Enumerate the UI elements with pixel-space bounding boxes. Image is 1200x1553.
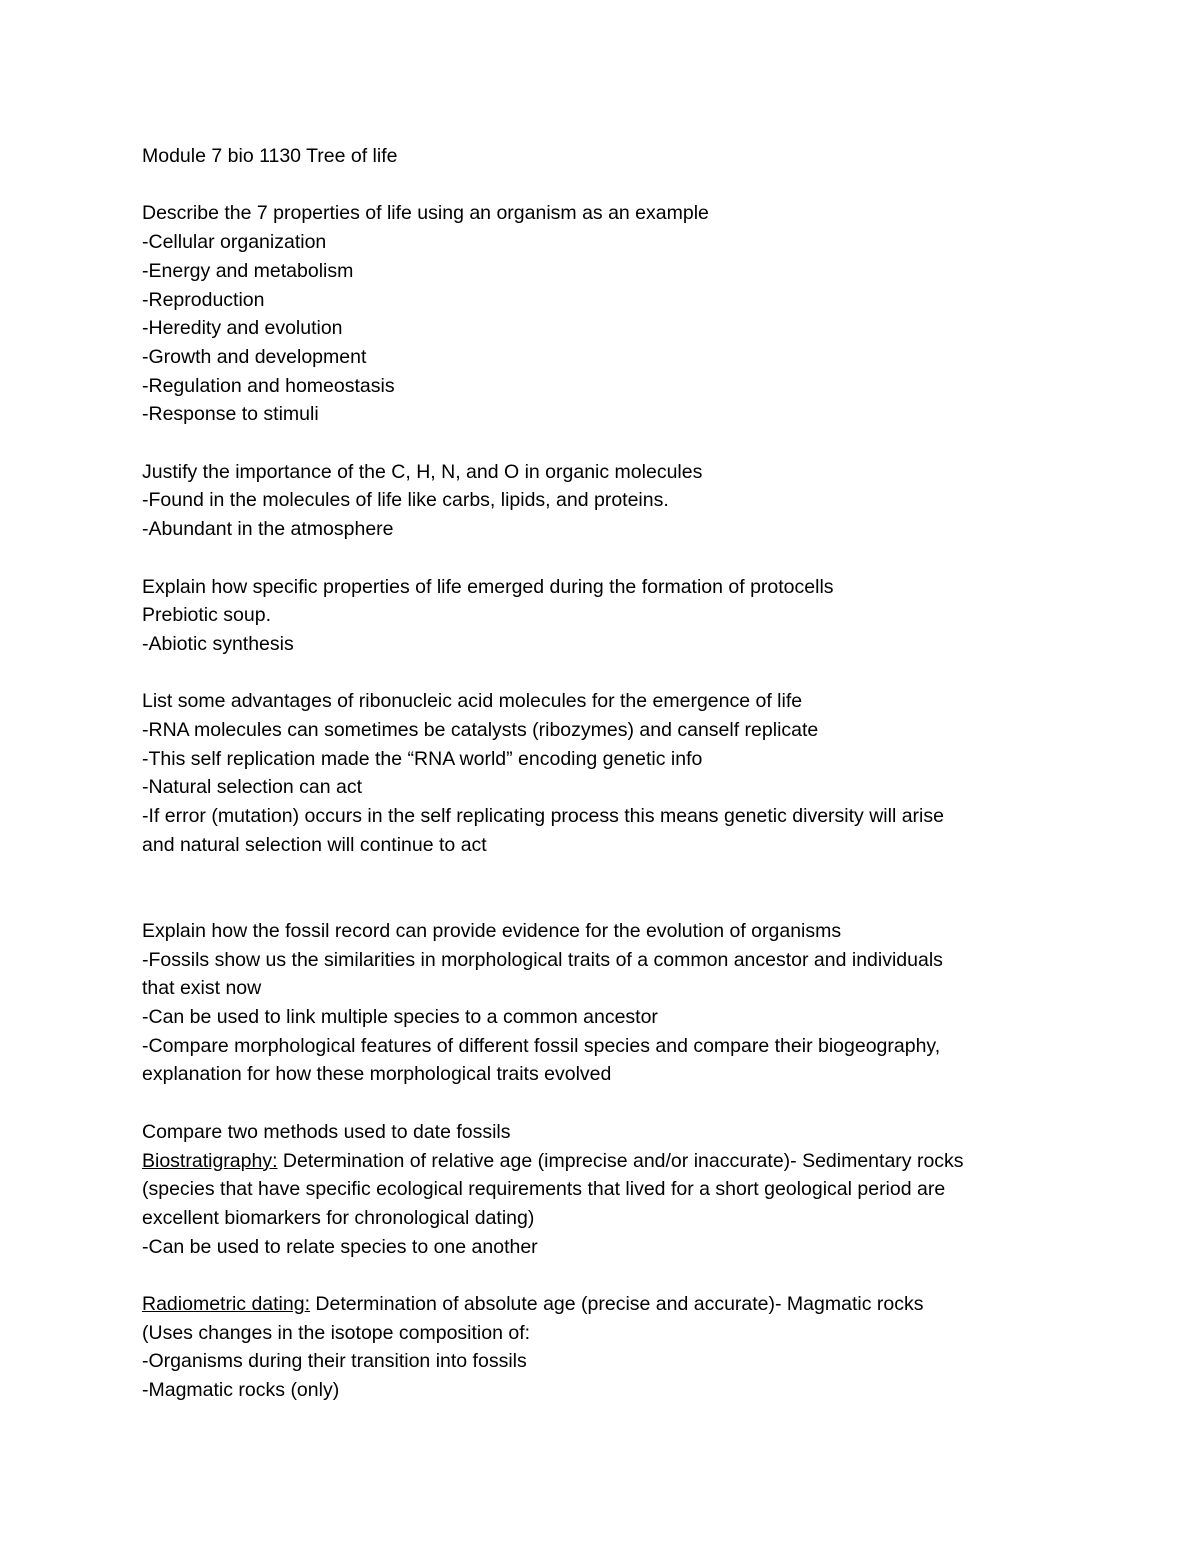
radiometric-line — [142, 1290, 1057, 1319]
list-item: -Reproduction — [142, 288, 265, 311]
section-heading: Explain how specific properties of life emerged during the formation of protocells — [142, 575, 834, 598]
list-item: -Natural selection can act — [142, 776, 363, 799]
list-item: -Can be used to relate species to one another — [142, 1235, 538, 1258]
document-page — [142, 142, 1057, 1405]
list-item: -Magmatic rocks (only) — [142, 1379, 340, 1402]
biostratigraphy-colon: : — [272, 1149, 278, 1172]
list-item: -Fossils show us the similarities in morphological traits of a common ancestor and individuals — [142, 948, 943, 971]
list-item: -Compare morphological features of different fossil species and compare their biogeography, — [142, 1034, 941, 1057]
section-heading: Compare two methods used to date fossils — [142, 1120, 511, 1143]
section-heading: Describe the 7 properties of life using an organism as an example — [142, 202, 709, 225]
radiometric-term: Radiometric dating — [142, 1293, 305, 1315]
section-heading: Explain how the fossil record can provide evidence for the evolution of organisms — [142, 919, 842, 942]
list-item: -Response to stimuli — [142, 403, 319, 426]
list-item: -If error (mutation) occurs in the self replicating process this means genetic diversity will arise — [142, 805, 944, 828]
blank-line — [142, 429, 1057, 458]
list-item: -Abundant in the atmosphere — [142, 518, 394, 541]
list-item: explanation for how these morphological traits evolved — [142, 1063, 612, 1086]
list-item: -Abiotic synthesis — [142, 632, 294, 655]
blank-line — [142, 888, 1057, 917]
list-item: Prebiotic soup. — [142, 604, 271, 627]
biostratigraphy-description: Determination of relative age (imprecise and/or inaccurate)- Sedimentary rocks — [277, 1149, 964, 1172]
list-item: -Organisms during their transition into fossils — [142, 1350, 527, 1373]
list-item: (Uses changes in the isotope composition of: — [142, 1321, 531, 1344]
list-item: -Cellular organization — [142, 231, 327, 254]
biostratigraphy-line — [142, 1147, 1057, 1176]
blank-line — [142, 1261, 1057, 1290]
list-item: that exist now — [142, 977, 262, 1000]
biostratigraphy-term: Biostratigraphy — [142, 1149, 273, 1172]
blank-line — [142, 544, 1057, 573]
blank-line — [142, 860, 1057, 889]
section-heading: List some advantages of ribonucleic acid molecules for the emergence of life — [142, 690, 803, 713]
section-heading: Justify the importance of the C, H, N, and O in organic molecules — [142, 460, 703, 483]
list-item: -Energy and metabolism — [142, 259, 354, 282]
list-item: -Found in the molecules of life like carbs, lipids, and proteins. — [142, 489, 669, 512]
radiometric-colon: : — [304, 1293, 311, 1315]
list-item: and natural selection will continue to act — [142, 833, 487, 856]
blank-line — [142, 171, 1057, 200]
list-item: -Regulation and homeostasis — [142, 374, 395, 397]
list-item: -Growth and development — [142, 345, 367, 368]
list-item: excellent biomarkers for chronological dating) — [142, 1206, 535, 1229]
list-item: (species that have specific ecological requirements that lived for a short geological period are — [142, 1178, 946, 1201]
blank-line — [142, 1089, 1057, 1118]
list-item: -This self replication made the “RNA world” encoding genetic info — [142, 747, 703, 770]
list-item: -Can be used to link multiple species to a common ancestor — [142, 1006, 658, 1028]
list-item: -RNA molecules can sometimes be catalysts (ribozymes) and canself replicate — [142, 719, 819, 741]
blank-line — [142, 659, 1057, 688]
list-item: -Heredity and evolution — [142, 317, 343, 340]
radiometric-description: Determination of absolute age (precise and accurate)- Magmatic rocks — [310, 1293, 924, 1315]
document-title: Module 7 bio 1130 Tree of life — [142, 145, 398, 167]
